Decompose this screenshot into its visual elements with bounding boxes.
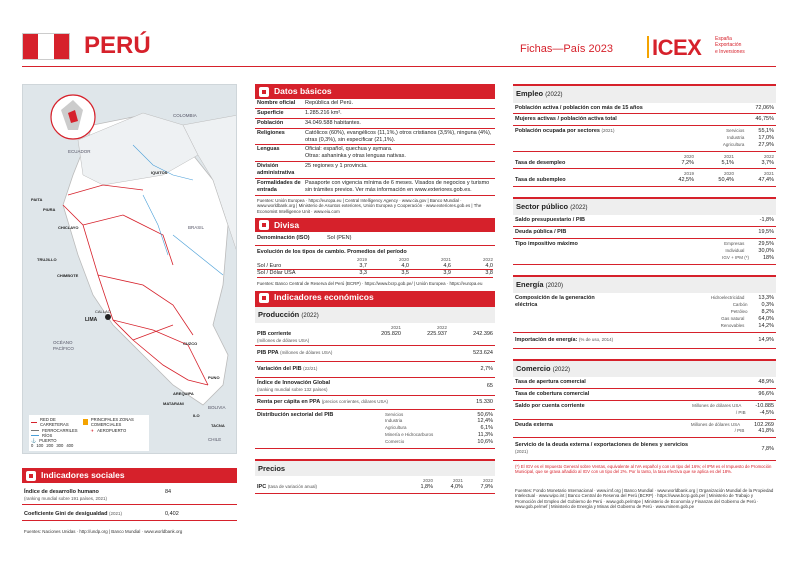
- basic-table: Nombre oficial República del Perú. Superficie 1.285.216 km². Población 34.049.588 habitantes. Religiones Católicos (60%), evangélicos (11,1%,) otros cristianos (3,5%), ninguna (4%), otras (0,3%), sin especificar (21,1%). Lenguas Oficial: español, quechua y aymara. Otras: ashaninka y otras lenguas nativas. División administrativa 25 regiones y 1 provincia. Formalidades de entrada Pasaporte con vigencia mínima de 6 meses. Visados de negocios y turismo sin trámites previos. Ver más información en www.exteriores.gob.es.: [255, 99, 495, 196]
- tipo-row: Tipo impositivo máximo Empresas 29,5% Individual 30,0% IGV + IPM (*) 18%: [513, 239, 776, 265]
- peru-map: [22, 84, 237, 454]
- gini-row: Coeficiente Gini de desigualdad (2021) 0,402: [22, 505, 237, 522]
- right-source: Fuentes: Fondo Monetario Internacional · www.imf.org | Banco Mundial · www.worldbank.org | Organización Mundial de la Propiedad Intelectual · www.wipo.int | Banco Central de Reserva del Perú (BCRP) · https://www.bcrp.gob.pe/ | Ministerio de Trabajo y Promoción del Empleo del Gobierno de Perú · www.gob.pe/mtpe | Ministerio de Economía y Finanzas del Gobierno de Perú · www.gob.pe/mef | Ministerio de Energía y Minas del Gobierno de Perú · www.minem.gob.pe: [515, 487, 774, 510]
- port-icon: ⚓: [31, 438, 37, 443]
- energia-header: Energía (2020): [513, 275, 776, 294]
- publico-header: Sector público (2022): [513, 197, 776, 216]
- hdi-row: Índice de desarrollo humano (ranking mundial sobre 191 países, 2021) 84: [22, 483, 237, 505]
- city-cuzco: CUZCO: [183, 341, 198, 346]
- subempleo-row: 2019 2020 2021 Tasa de subempleo 42,5% 50,4% 47,4%: [513, 169, 776, 187]
- currency-icon: [259, 220, 269, 230]
- servicio-deuda-row: Servicio de la deuda externa / exportaciones de bienes y servicios (2021) 7,8%: [513, 438, 776, 461]
- renta-row: Renta per cápita en PPA (precios corrientes, dólares USA) 15.330: [255, 396, 495, 410]
- dist-row: Distribución sectorial del PIB Servicios 50,6% Industria 12,4% Agricultura 6,1% Minería e Hidrocarburos 11,3% Comercio 10,6%: [255, 410, 495, 449]
- icex-logo: ICEX: [652, 35, 702, 60]
- city-lima: LIMA: [85, 317, 98, 323]
- logo-separator: [647, 36, 649, 58]
- city-arequipa: AREQUIPA: [173, 391, 194, 396]
- deuda-externa-row: Deuda externa Millones de dólares USA 102.269 / PIB 41,8%: [513, 420, 776, 439]
- peru-flag: [22, 33, 70, 60]
- composicion-row: Composición de la generación eléctrica Hidroelectricidad 13,3% Carbón 0,3% Petróleo 8,2% Gas natural 64,0% Renovables 14,2%: [513, 293, 776, 332]
- cobertura-row: Tasa de cobertura comercial 96,6%: [513, 389, 776, 401]
- city-matarani: MATARANI: [163, 401, 184, 406]
- country-title: PERÚ: [84, 32, 151, 59]
- empleo-header: Empleo (2022): [513, 84, 776, 103]
- map-graphic: [23, 85, 237, 454]
- city-callao: CALLAO: [95, 309, 111, 314]
- social-source: Fuentes: Naciones Unidas · http://undp.org | Banco Mundial · www.worldbank.org: [24, 529, 183, 535]
- econ-header: Indicadores económicos: [255, 291, 495, 305]
- saldo-row: Saldo presupuestario / PIB -1,8%: [513, 215, 776, 227]
- basic-source: Fuentes: Unión Europea · https://europa.eu | Central Intelligency Agency · www.cia.gov | Banco Mundial · www.worldbank.org | Ministerio de Asuntos exteriores, Unión Europea y Cooperación · www.exteriores.gob.es | The Economist Intelligence Unit · www.eiu.com: [257, 197, 482, 214]
- ipc-row: 2020 2021 2022 IPC (tasa de variación anual) 1,8% 4,0% 7,9%: [255, 476, 495, 494]
- deuda-publica-row: Deuda pública / PIB 19,5%: [513, 227, 776, 239]
- desempleo-row: 2020 2021 2022 Tasa de desempleo 7,2% 5,1% 3,7%: [513, 152, 776, 170]
- page-header: [0, 0, 800, 70]
- social-header: Indicadores sociales: [22, 468, 237, 483]
- importacion-row: Importación de energía: (% de uso, 2014) 14,9%: [513, 333, 776, 349]
- city-ilo: ILO: [193, 413, 200, 418]
- city-puno: PUNO: [208, 375, 220, 380]
- right-column: [513, 84, 776, 512]
- precios-header: Precios: [255, 459, 495, 476]
- city-paita: PAITA: [31, 197, 43, 202]
- logo-subtitle: España Exportación e Inversiones: [715, 36, 745, 55]
- ppa-row: PIB PPA (millones de dólares USA) 523.624: [255, 346, 495, 362]
- label-ecuador: ECUADOR: [68, 149, 91, 154]
- city-chiclayo: CHICLAYO: [58, 225, 79, 230]
- basic-header: Datos básicos: [255, 84, 495, 99]
- map-scale: 0 100 200 300 400: [31, 443, 74, 449]
- var-row: Variación del PIB (22/21) 2,7%: [255, 362, 495, 378]
- label-oceano: OCÉANO PACÍFICO: [53, 340, 74, 351]
- comercio-header: Comercio (2022): [513, 359, 776, 378]
- label-brasil: BRASIL: [188, 225, 205, 230]
- city-chimbote: CHIMBOTE: [57, 273, 79, 278]
- header-rule: [22, 66, 776, 67]
- cuenta-corriente-row: Saldo por cuenta corriente Millones de dólares USA -10.885 / PIB -4,5%: [513, 401, 776, 420]
- label-colombia: COLOMBIA: [173, 113, 197, 118]
- mujeres-row: Mujeres activas / población activa total 46,75%: [513, 114, 776, 126]
- label-bolivia: BOLIVIA: [208, 405, 226, 410]
- city-iquitos: IQUITOS: [151, 170, 168, 175]
- fichas-label: Fichas—País 2023: [520, 43, 613, 55]
- divisa-evol: Evolución de los tipos de cambio. Promedios del período: [257, 249, 407, 255]
- social-section: [22, 468, 237, 537]
- produccion-header: Producción (2022): [255, 305, 495, 324]
- inno-row: Índice de Innovación Global (ranking mundial sobre 132 países) 65: [255, 378, 495, 396]
- pib-row: 2021 2022 PIB corriente (millones de dólares USA) 205.820 225.937 242.396: [255, 323, 495, 346]
- divisa-table: 2019 2020 2021 2022 Sol / Euro 3,7 4,0 4,6 4,0 Sol / Dólar USA 3,3 3,5 3,9 3,8: [257, 256, 493, 277]
- airplane-icon: ✈: [90, 427, 95, 433]
- city-tacna: TACNA: [211, 423, 225, 428]
- chart-icon: [259, 293, 269, 303]
- middle-column: Datos básicos Nombre oficial República del Perú. Superficie 1.285.216 km². Población 34.049.588 habitantes. Religiones Católicos (60%), evangélicos (11,1%,) otros cristianos (3,5%), ninguna (4%), otras (0,3%), sin especificar (21,1%). Lenguas Oficial: español, quechua y aymara. Otras: ashaninka y otras lenguas nativas. División administrativa 25 regiones y 1 provincia. Formalidades de entrada Pasaporte con vigencia mínima de 6 meses. Visados de negocios y turismo sin trámites previos. Ver más información en www.exteriores.gob.es. Fuentes: Unión Europea · https://europa.eu | Central Intelligency Agency · www.cia.gov | Banco Mundial · www.worldbank.org | Ministerio de Asuntos exteriores, Unión Europea y Cooperación · www.exteriores.gob.es | The Economist Intelligence Unit · www.eiu.com Divisa Denominación (ISO) Sol (PEN) Evolución de los tipos de cambio. Promedios del período 2019 2020 2021 2022 Sol / Euro 3,7 4,0 4,6 4,0 Sol / Dólar USA 3,3 3,5 3,9 3,8 Fuentes: Banco Central de Reserva del Perú (BCRP) · https://www.bcrp.gob.pe/ | Unión Europea · https://europa.eu Indicadores económicos Producción (2022) 2021 2022 PIB corriente (millones de dólares USA) 205.820 225.937 242.396 PIB PPA (millones de dólares USA) 523.624 Variación del PIB (22/21) 2,7% Índice de Innovación Global (ranking mundial sobre 132 países) 65 Renta per cápita en PPA (precios corrientes, dólares USA) 15.330 Distribución sectorial del PIB Servicios 50,6% Industria 12,4% Agricultura 6,1% Minería e Hidrocarburos 11,3% Comercio 10,6% Precios 2020 2021 2022 IPC (tasa de variación anual) 1,8% 4,0% 7,9%: [255, 84, 495, 494]
- social-icon: [26, 471, 36, 481]
- city-trujillo: TRUJILLO: [37, 257, 57, 262]
- label-chile: CHILE: [208, 437, 222, 442]
- map-legend: RED DE CARRETERAS PRINCIPALES ZONAS COMERCIALES FERROCARRILES ✈ AEROPUERTO RÍOS ⚓ PUERTO 0 100 200 300 400: [29, 415, 149, 451]
- divisa-source: Fuentes: Banco Central de Reserva del Perú (BCRP) · https://www.bcrp.gob.pe/ | Unión Europea · https://europa.eu: [257, 281, 483, 287]
- city-piura: PIURA: [43, 207, 56, 212]
- apertura-row: Tasa de apertura comercial 48,9%: [513, 377, 776, 389]
- pob-activa-row: Población activa / población con más de 15 años 72,06%: [513, 103, 776, 115]
- divisa-header: Divisa: [255, 218, 495, 232]
- sectores-row: Población ocupada por sectores (2021) Servicios 55,1% Industria 17,0% Agricultura 27,9%: [513, 126, 776, 152]
- info-icon: [259, 87, 269, 97]
- igv-note: (*) El IGV es el Impuesto General sobre Ventas, equivalente al IVA español y con un tipo del 16%; el IPM es el Impuesto de Promoción Municipal, que se grava añadido al IGV con un tipo del 2%. Por lo tanto, la tasa efectiva que se aplica es del 18%.: [515, 464, 772, 475]
